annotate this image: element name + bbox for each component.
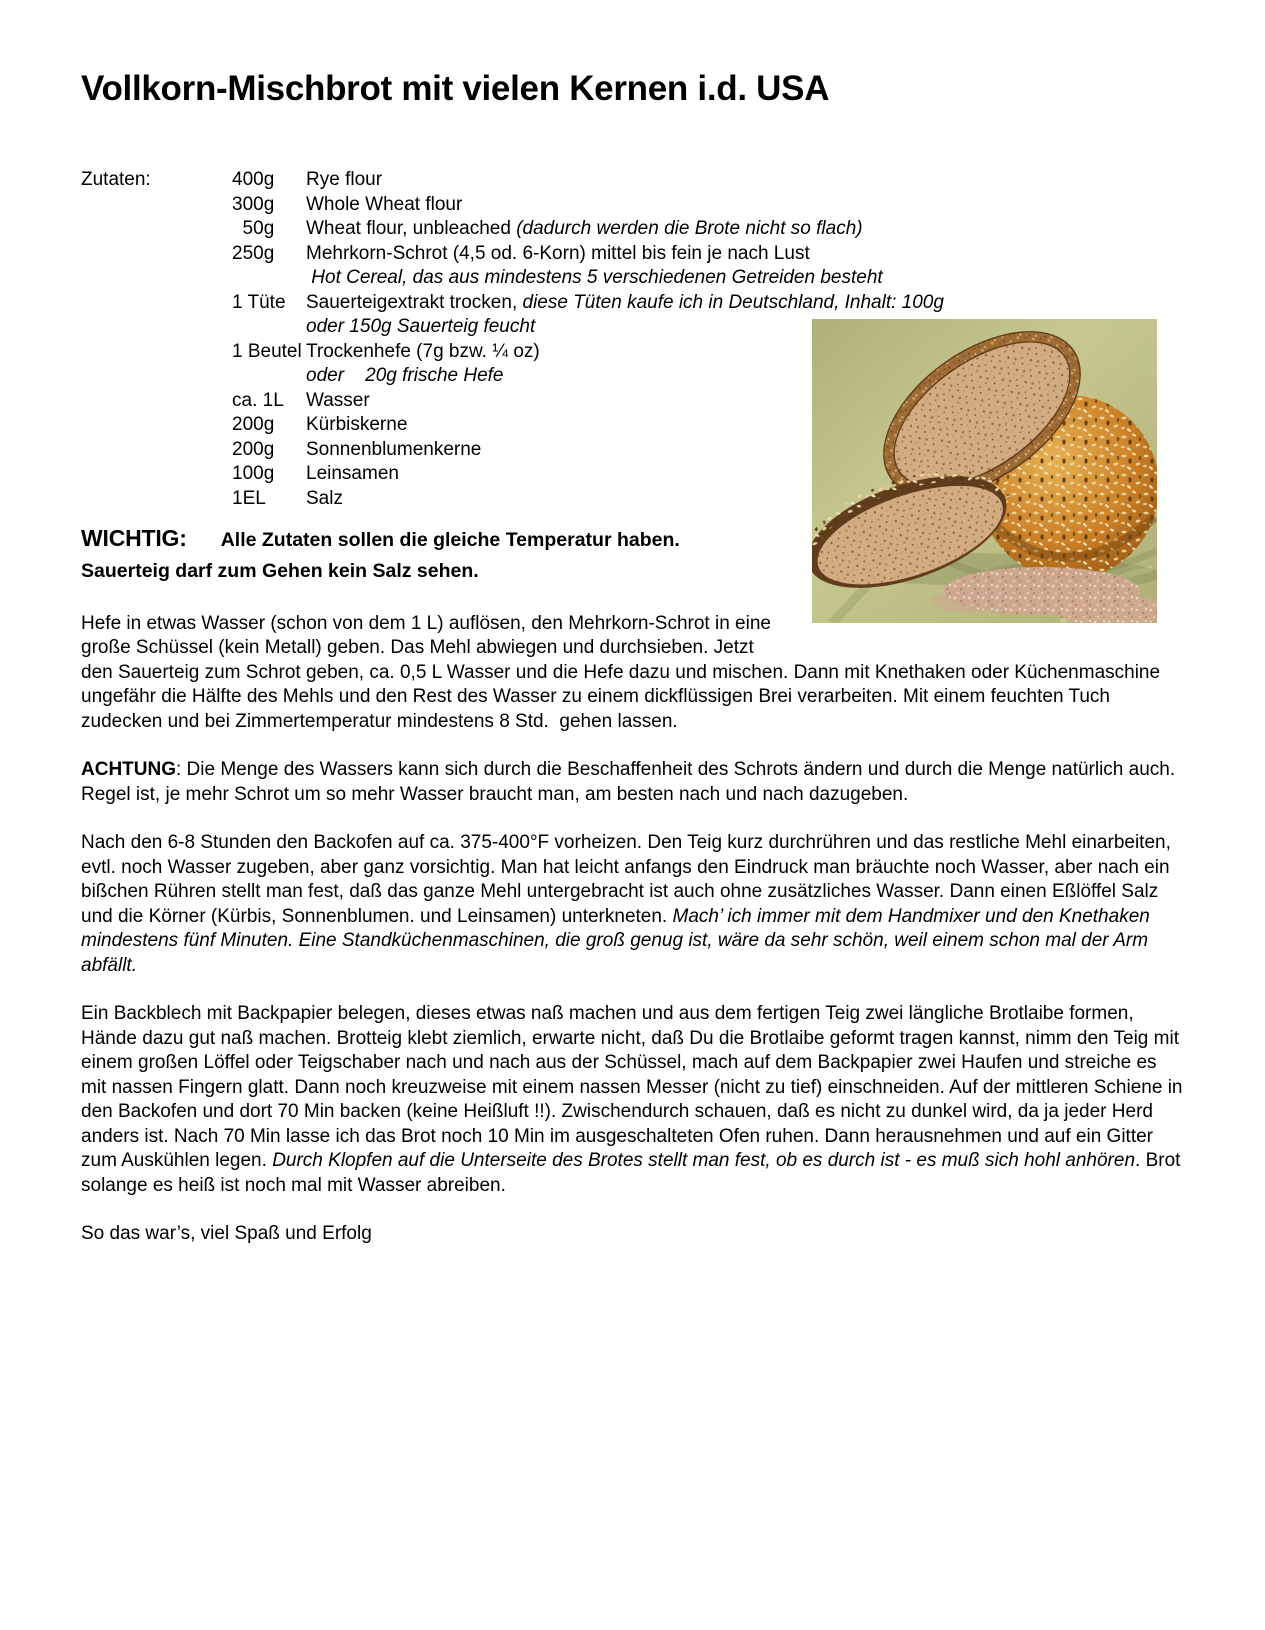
ingredient-quantity: 1 Tüte (232, 291, 286, 313)
ingredient-quantity: 50g (232, 218, 275, 239)
ingredient-row (232, 291, 1185, 316)
paragraph-water-note-text: ACHTUNG: Die Menge des Wassers kann sich durch die Beschaffenheit des Schrots ändern und durch die Menge natürlich auch. Regel ist, je mehr Schrot um so mehr Wasser braucht man, am besten nach und nach dazugeben. (81, 759, 1176, 805)
ingredient-quantity: 1 Beutel (232, 340, 302, 362)
ingredient-name: Sauerteigextrakt trocken, diese Tüten kaufe ich in Deutschland, Inhalt: 100g (306, 291, 944, 313)
closing-line: So das war’s, viel Spaß und Erfolg (81, 1223, 372, 1244)
ingredient-name: Rye flour (306, 169, 383, 190)
paragraph-dough-text: Hefe in etwas Wasser (schon von dem 1 L) auflösen, den Mehrkorn-Schrot in eine große Schüssel (kein Metall) geben. Das Mehl abwiegen und durchsieben. Jetzt den Sauerteig zum Schrot geben, ca. 0,5 L Wasser und die Hefe dazu und mischen. Dann mit Knethaken oder Küchenmaschine ungefähr die Hälfte des Mehls und den Rest des Wasser zu einem dickflüssigen Brei verarbeiten. Mit einem feuchten Tuch zudecken und bei Zimmertemperatur mindestens 8 Std. gehen lassen. (81, 612, 1161, 732)
ingredient-name: Hot Cereal, das aus mindestens 5 verschiedenen Getreiden besteht (306, 267, 883, 288)
ingredient-row (232, 266, 1185, 291)
ingredient-quantity: 250g (232, 242, 275, 264)
ingredient-quantity: ca. 1L (232, 389, 284, 411)
paragraph-baking-prep-text: Nach den 6-8 Stunden den Backofen auf ca. 375-400°F vorheizen. Den Teig kurz durchrühren und das restliche Mehl einarbeiten, evtl. noch Wasser zugeben, aber ganz vorsichtig. Man hat leicht anfangs den Eindruck man bräuchte noch Wasser, aber nach ein bißchen Rühren stellt man fest, daß das ganze Mehl untergebracht ist auch ohne zusätzliches Wasser. Dann einen Eßlöffel Salz und die Körner (Kürbis, Sonnenblumen. und Leinsamen) unterkneten. Mach’ ich immer mit dem Handmixer und den Knethaken mindestens fünf Minuten. Eine Standküchenmaschinen, die groß genug ist, wäre da sehr schön, weil einem schon mal der Arm abfällt. (81, 832, 1171, 976)
ingredient-quantity: 100g (232, 463, 275, 484)
paragraph-baking-prep (81, 831, 1185, 978)
important-label: WICHTIG: (81, 525, 187, 551)
ingredient-name: Wasser (306, 389, 370, 411)
ingredient-name: Sonnenblumenkerne (306, 438, 482, 460)
bread-photo (812, 319, 1157, 623)
ingredient-name: Trockenhefe (7g bzw. ¼ oz) (306, 340, 540, 362)
ingredient-row (232, 193, 1185, 218)
ingredient-name: Wheat flour, unbleached (dadurch werden die Brote nicht so flach) (306, 218, 863, 239)
important-line-2: Sauerteig darf zum Gehen kein Salz sehen. (81, 560, 479, 582)
ingredient-row (232, 242, 1185, 267)
important-text: Alle Zutaten sollen die gleiche Temperatur haben. (220, 529, 680, 551)
ingredient-name: Salz (306, 487, 343, 509)
ingredient-quantity (232, 266, 306, 291)
ingredient-row (232, 217, 1185, 242)
ingredient-name: Leinsamen (306, 463, 399, 484)
ingredient-quantity: 1EL (232, 487, 266, 509)
ingredient-quantity: 200g (232, 438, 275, 460)
ingredient-name: oder 20g frische Hefe (306, 365, 504, 386)
ingredient-name: Kürbiskerne (306, 414, 408, 435)
paragraph-water-note (81, 758, 1185, 807)
ingredient-quantity (232, 315, 306, 340)
ingredient-quantity: 300g (232, 193, 275, 215)
ingredient-name: Mehrkorn-Schrot (4,5 od. 6-Korn) mittel bis fein je nach Lust (306, 242, 810, 264)
ingredient-quantity (232, 364, 306, 389)
ingredient-row (232, 168, 1185, 193)
paragraph-shaping-baking (81, 1002, 1185, 1198)
page-title: Vollkorn-Mischbrot mit vielen Kernen i.d. USA (81, 69, 830, 108)
ingredient-name: Whole Wheat flour (306, 193, 463, 215)
paragraph-shaping-baking-text: Ein Backblech mit Backpapier belegen, dieses etwas naß machen und aus dem fertigen Teig zwei längliche Brotlaibe formen, Hände dazu gut naß machen. Brotteig klebt ziemlich, erwarte nicht, daß Du die Brotlaibe geformt tragen kannst, nimm den Teig mit einem großen Löffel oder Teigschaber nach und nach aus der Schüssel, mach auf dem Backpapier zwei Haufen und streiche es mit nassen Fingern glatt. Dann noch kreuzweise mit einem nassen Messer (nicht zu tief) einschneiden. Auf der mittleren Schiene in den Backofen und dort 70 Min backen (keine Heißluft !!). Zwischendurch schauen, daß es nicht zu dunkel wird, da ja jeder Herd anders ist. Nach 70 Min lasse ich das Brot noch 10 Min im ausgeschalteten Ofen ruhen. Dann herausnehmen und auf ein Gitter zum Auskühlen legen. Durch Klopfen auf die Unterseite des Brotes stellt man fest, ob es durch ist - es muß sich hohl anhören. Brot solange es heiß ist noch mal mit Wasser abreiben. (81, 1003, 1183, 1196)
paragraph-dough (81, 612, 1185, 735)
ingredient-quantity: 200g (232, 414, 275, 435)
ingredient-name: oder 150g Sauerteig feucht (306, 316, 536, 337)
ingredients-label: Zutaten: (81, 169, 151, 190)
ingredient-quantity: 400g (232, 169, 275, 190)
bread-photo-graphic (812, 319, 1157, 623)
